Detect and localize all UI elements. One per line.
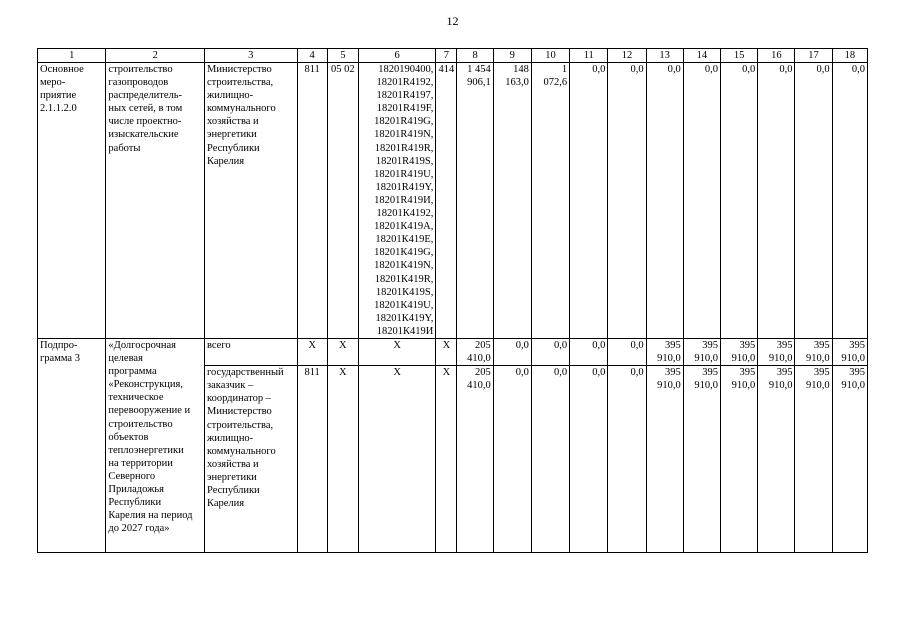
amount-cell: 205 410,0 <box>457 338 493 365</box>
amount-cell: 0,0 <box>531 338 569 365</box>
amount-cell: 0,0 <box>493 366 531 553</box>
amount-cell: 0,0 <box>608 338 646 365</box>
grbs-code: 811 <box>297 63 327 339</box>
column-number: 15 <box>721 49 758 63</box>
amount-cell: 0,0 <box>570 338 608 365</box>
column-number: 3 <box>205 49 298 63</box>
expense-type-code: X <box>436 338 457 365</box>
amount-cell: 0,0 <box>570 366 608 553</box>
column-number: 14 <box>683 49 720 63</box>
amount-cell: 395 910,0 <box>758 366 795 553</box>
amount-cell: 0,0 <box>570 63 608 339</box>
column-number-row <box>38 49 868 63</box>
responsible-executor: государственный заказчик – координатор – Министерство строительства, жилищно- коммунального хозяйства и энергетики Республики Карелия <box>205 366 298 553</box>
amount-cell: 1 454 906,1 <box>457 63 493 339</box>
responsible-executor: Министерство строительства, жилищно- коммунального хозяйства и энергетики Республики Карелия <box>205 63 298 339</box>
column-number: 4 <box>297 49 327 63</box>
column-number: 2 <box>106 49 205 63</box>
amount-cell: 0,0 <box>608 366 646 553</box>
amount-cell: 395 910,0 <box>646 366 683 553</box>
amount-cell: 0,0 <box>608 63 646 339</box>
table-row-measure <box>38 63 868 339</box>
amount-cell: 0,0 <box>795 63 832 339</box>
amount-cell: 205 410,0 <box>457 366 493 553</box>
column-number: 10 <box>531 49 569 63</box>
measure-code: Основное меро- приятие 2.1.1.2.0 <box>38 63 106 339</box>
column-number: 16 <box>758 49 795 63</box>
target-article-codes: X <box>358 338 435 365</box>
responsible-executor: всего <box>205 338 298 365</box>
amount-cell: 0,0 <box>758 63 795 339</box>
column-number: 6 <box>358 49 435 63</box>
amount-cell: 0,0 <box>721 63 758 339</box>
amount-cell: 395 910,0 <box>683 366 720 553</box>
measure-name: строительство газопроводов распределитель- ных сетей, в том числе проектно- изыскательские работы <box>106 63 205 339</box>
column-number: 1 <box>38 49 106 63</box>
column-number: 18 <box>832 49 867 63</box>
column-number: 8 <box>457 49 493 63</box>
table-row-subprogram-total <box>38 338 868 365</box>
amount-cell: 395 910,0 <box>795 366 832 553</box>
amount-cell: 0,0 <box>531 366 569 553</box>
page-number: 12 <box>446 14 459 28</box>
amount-cell: 0,0 <box>646 63 683 339</box>
section-code: X <box>327 338 358 365</box>
amount-cell: 395 910,0 <box>832 366 867 553</box>
column-number: 5 <box>327 49 358 63</box>
column-number: 17 <box>795 49 832 63</box>
amount-cell: 148 163,0 <box>493 63 531 339</box>
amount-cell: 395 910,0 <box>832 338 867 365</box>
column-number: 12 <box>608 49 646 63</box>
amount-cell: 0,0 <box>832 63 867 339</box>
grbs-code: X <box>297 338 327 365</box>
column-number: 7 <box>436 49 457 63</box>
subprogram-code: Подпро- грамма 3 <box>38 338 106 552</box>
column-number: 11 <box>570 49 608 63</box>
amount-cell: 395 910,0 <box>721 338 758 365</box>
amount-cell: 395 910,0 <box>646 338 683 365</box>
budget-table <box>37 48 868 553</box>
target-article-codes: 1820190400, 18201R4192, 18201R4197, 18201R419F, 18201R419G, 18201R419N, 18201R419R, 18201R419S, 18201R419U, 18201R419Y, 18201R419И, 18201К4192, 18201К419А, 18201К419Е, 18201К419G, 18201К419N, 18201К419R, 18201К419S, 18201К419U, 18201К419Y, 18201К419И <box>358 63 435 339</box>
amount-cell: 395 910,0 <box>795 338 832 365</box>
amount-cell: 0,0 <box>493 338 531 365</box>
section-code: X <box>327 366 358 553</box>
grbs-code: 811 <box>297 366 327 553</box>
column-number: 9 <box>493 49 531 63</box>
amount-cell: 1 072,6 <box>531 63 569 339</box>
section-code: 05 02 <box>327 63 358 339</box>
subprogram-name: «Долгосрочная целевая программа «Реконструкция, техническое перевооружение и строительство объектов теплоэнергетики на территории Северного Приладожья Республики Карелия на период до 2027 года» <box>106 338 205 552</box>
column-number: 13 <box>646 49 683 63</box>
target-article-codes: X <box>358 366 435 553</box>
expense-type-code: 414 <box>436 63 457 339</box>
amount-cell: 395 910,0 <box>683 338 720 365</box>
expense-type-code: X <box>436 366 457 553</box>
amount-cell: 395 910,0 <box>721 366 758 553</box>
amount-cell: 0,0 <box>683 63 720 339</box>
amount-cell: 395 910,0 <box>758 338 795 365</box>
